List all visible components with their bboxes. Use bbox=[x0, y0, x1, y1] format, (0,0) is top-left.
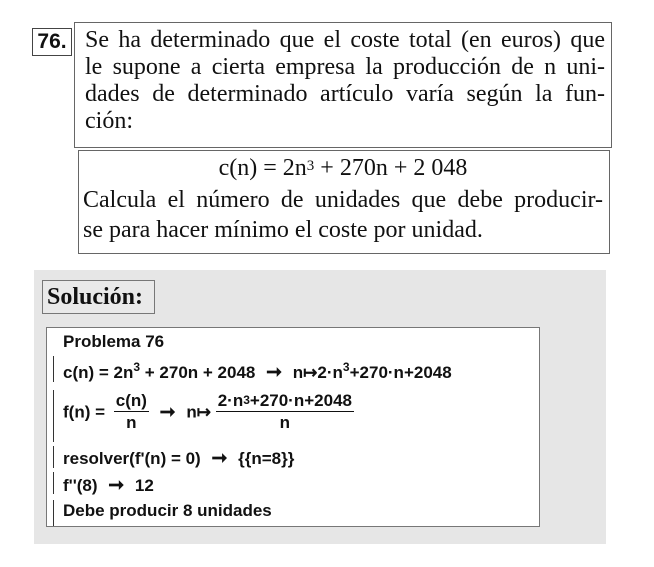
row4-output: 12 bbox=[134, 476, 154, 495]
row-bracket bbox=[53, 446, 54, 468]
cost-formula-lhs: c(n) = 2n bbox=[218, 155, 307, 181]
row-bracket bbox=[53, 356, 54, 382]
cost-formula-rhs: + 270n + 2 048 bbox=[314, 155, 468, 181]
task-line-2: se para hacer mínimo el coste por unidad. bbox=[83, 217, 483, 243]
row-bracket bbox=[53, 472, 54, 494]
cas-row-solve bbox=[63, 447, 294, 470]
row-bracket bbox=[53, 500, 54, 526]
problem-number: 76. bbox=[32, 28, 72, 56]
problem-statement bbox=[74, 22, 612, 148]
cas-conclusion: Debe producir 8 unidades bbox=[63, 501, 272, 520]
row2-output-num-b: +270·n+2048 bbox=[249, 391, 352, 410]
task-line-1: Calcula el número de unidades que debe producir- bbox=[83, 187, 603, 213]
formula-and-task bbox=[78, 150, 610, 254]
arrow-icon: ➞ bbox=[159, 402, 176, 423]
row2-output-denominator: n bbox=[279, 413, 291, 432]
arrow-icon: ➞ bbox=[266, 362, 283, 383]
row1-input-exponent: 3 bbox=[133, 360, 141, 374]
row1-output-rest: +270·n+2048 bbox=[349, 363, 452, 382]
cas-worksheet bbox=[46, 327, 540, 527]
row2-output-numerator bbox=[216, 391, 354, 412]
cost-formula bbox=[83, 151, 603, 185]
row2-fraction-numerator: c(n) bbox=[115, 391, 147, 410]
row2-output-fraction bbox=[216, 391, 354, 434]
row1-input-rest: + 270n + 2048 bbox=[140, 363, 256, 382]
cost-formula-exponent: 3 bbox=[306, 158, 315, 174]
row2-fraction bbox=[114, 391, 149, 434]
arrow-icon: ➞ bbox=[211, 448, 228, 469]
cas-row-define-c bbox=[63, 361, 452, 384]
arrow-icon: ➞ bbox=[108, 475, 125, 496]
row2-lhs: f(n) = bbox=[63, 402, 106, 422]
solution-title: Solución: bbox=[42, 280, 155, 314]
cas-header: Problema 76 bbox=[63, 332, 165, 351]
statement-line-4: ción: bbox=[85, 108, 133, 134]
row4-input: f''(8) bbox=[63, 476, 98, 495]
row-bracket bbox=[53, 390, 54, 442]
row1-output-exponent: 3 bbox=[342, 360, 350, 374]
row3-output: {{n=8}} bbox=[238, 449, 295, 468]
statement-line-1: Se ha determinado que el coste total (en euros) que bbox=[85, 27, 605, 53]
statement-line-3: dades de determinado artículo varía según la fun- bbox=[85, 81, 605, 107]
cas-row-second-derivative bbox=[63, 474, 154, 497]
row1-input: c(n) = 2n bbox=[63, 363, 134, 382]
row2-fraction-denominator: n bbox=[126, 413, 137, 432]
statement-line-2: le supone a cierta empresa la producción de n uni- bbox=[85, 54, 605, 80]
row3-input: resolver(f'(n) = 0) bbox=[63, 449, 201, 468]
row2-output-num-a: 2·n bbox=[217, 391, 244, 410]
row2-output-prefix: n↦ bbox=[186, 402, 211, 422]
row2-output-num-exponent: 3 bbox=[243, 393, 250, 407]
cas-row-define-f bbox=[63, 391, 354, 434]
row1-output: n↦2·n bbox=[292, 363, 343, 382]
